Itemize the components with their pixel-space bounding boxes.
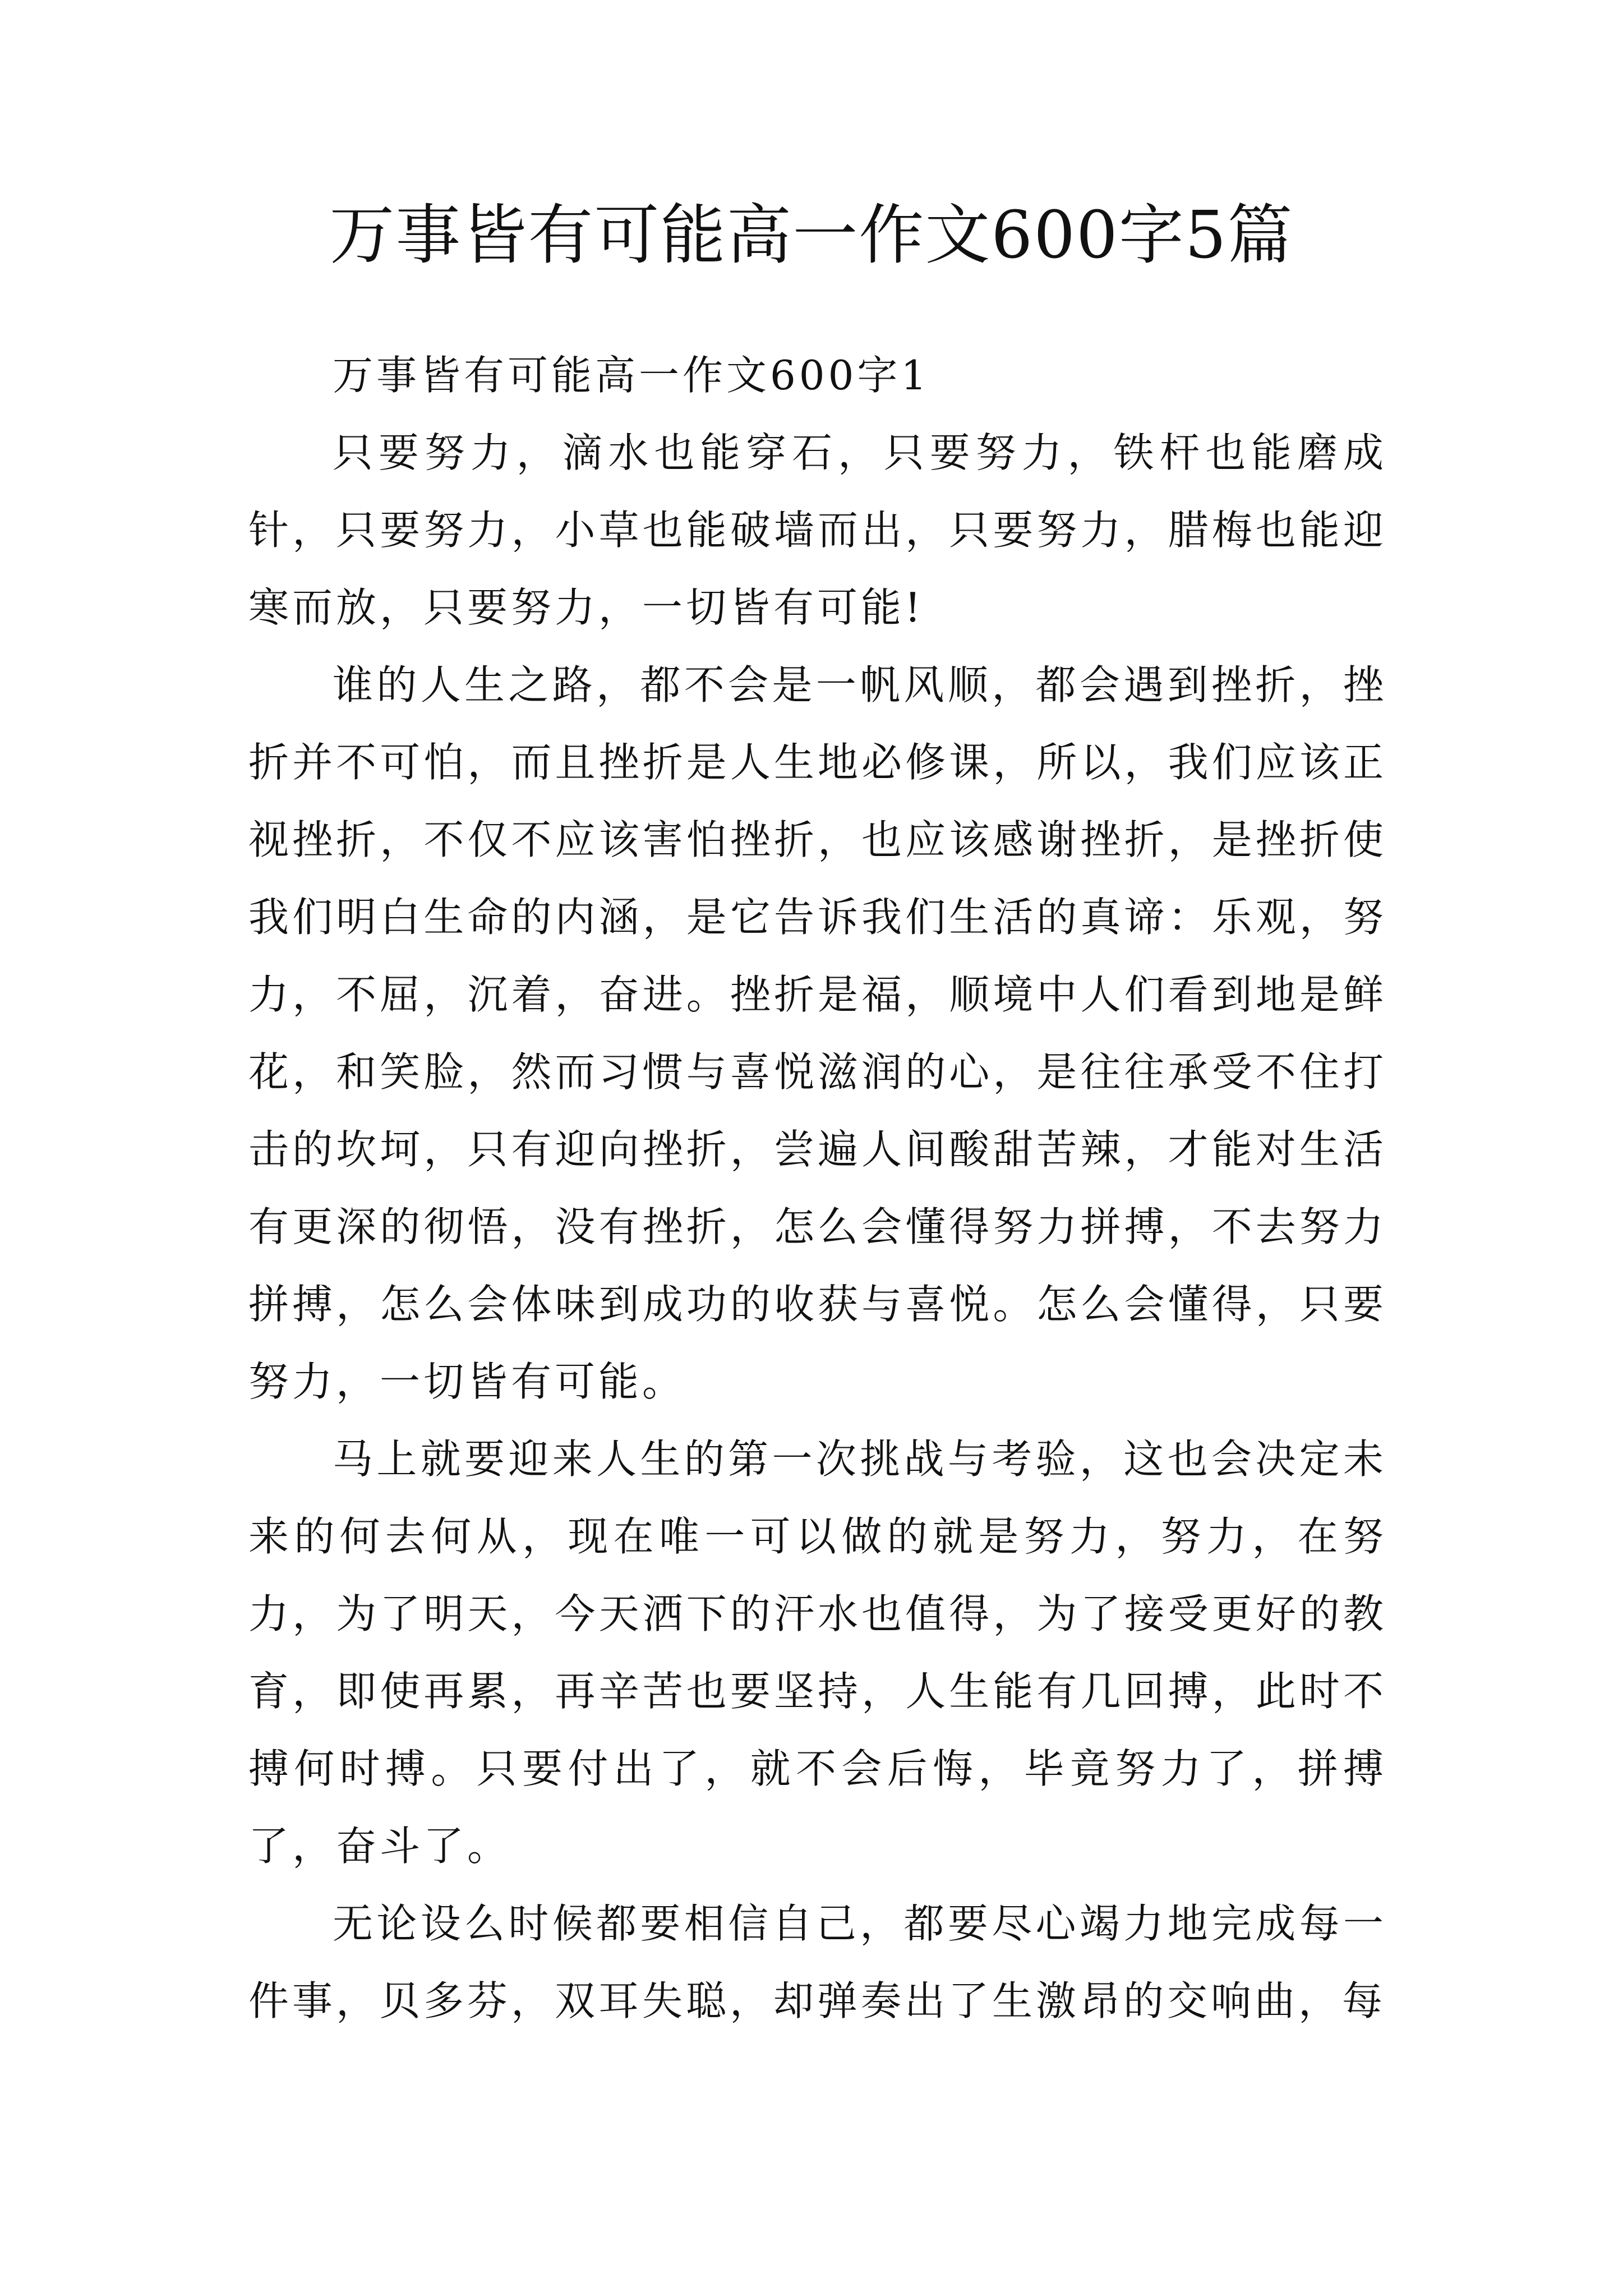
- paragraph-2: 谁的人生之路，都不会是一帆风顺，都会遇到挫折，挫折并不可怕，而且挫折是人生地必修课，所以，我们应该正视挫折，不仅不应该害怕挫折，也应该感谢挫折，是挫折使我们明白生命的内涵，是它告诉我们生活的真谛：乐观，努力，不屈，沉着，奋进。挫折是福，顺境中人们看到地是鲜花，和笑脸，然而习惯与喜悦滋润的心，是往往承受不住打击的坎坷，只有迎向挫折，尝遍人间酸甜苦辣，才能对生活有更深的彻悟，没有挫折，怎么会懂得努力拼搏，不去努力拼搏，怎么会体味到成功的收获与喜悦。怎么会懂得，只要努力，一切皆有可能。: [248, 661, 1387, 1405]
- paragraph-4: 无论设么时候都要相信自己，都要尽心竭力地完成每一件事，贝多芬，双耳失聪，却弹奏出了生激昂的交响曲，每: [248, 1900, 1387, 2024]
- document-body: [248, 337, 1387, 2040]
- section-heading: 万事皆有可能高一作文600字1: [333, 352, 930, 399]
- paragraph-1: 只要努力，滴水也能穿石，只要努力，铁杆也能磨成针，只要努力，小草也能破墙而出，只要努力，腊梅也能迎寒而放，只要努力，一切皆有可能!: [248, 429, 1387, 631]
- document-title: 万事皆有可能高一作文600字5篇: [329, 197, 1294, 273]
- paragraph-3: 马上就要迎来人生的第一次挑战与考验，这也会决定未来的何去何从，现在唯一可以做的就是努力，努力，在努力，为了明天，今天洒下的汗水也值得，为了接受更好的教育，即使再累，再辛苦也要坚持，人生能有几回搏，此时不搏何时搏。只要付出了，就不会后悔，毕竟努力了，拼搏了，奋斗了。: [248, 1435, 1387, 1870]
